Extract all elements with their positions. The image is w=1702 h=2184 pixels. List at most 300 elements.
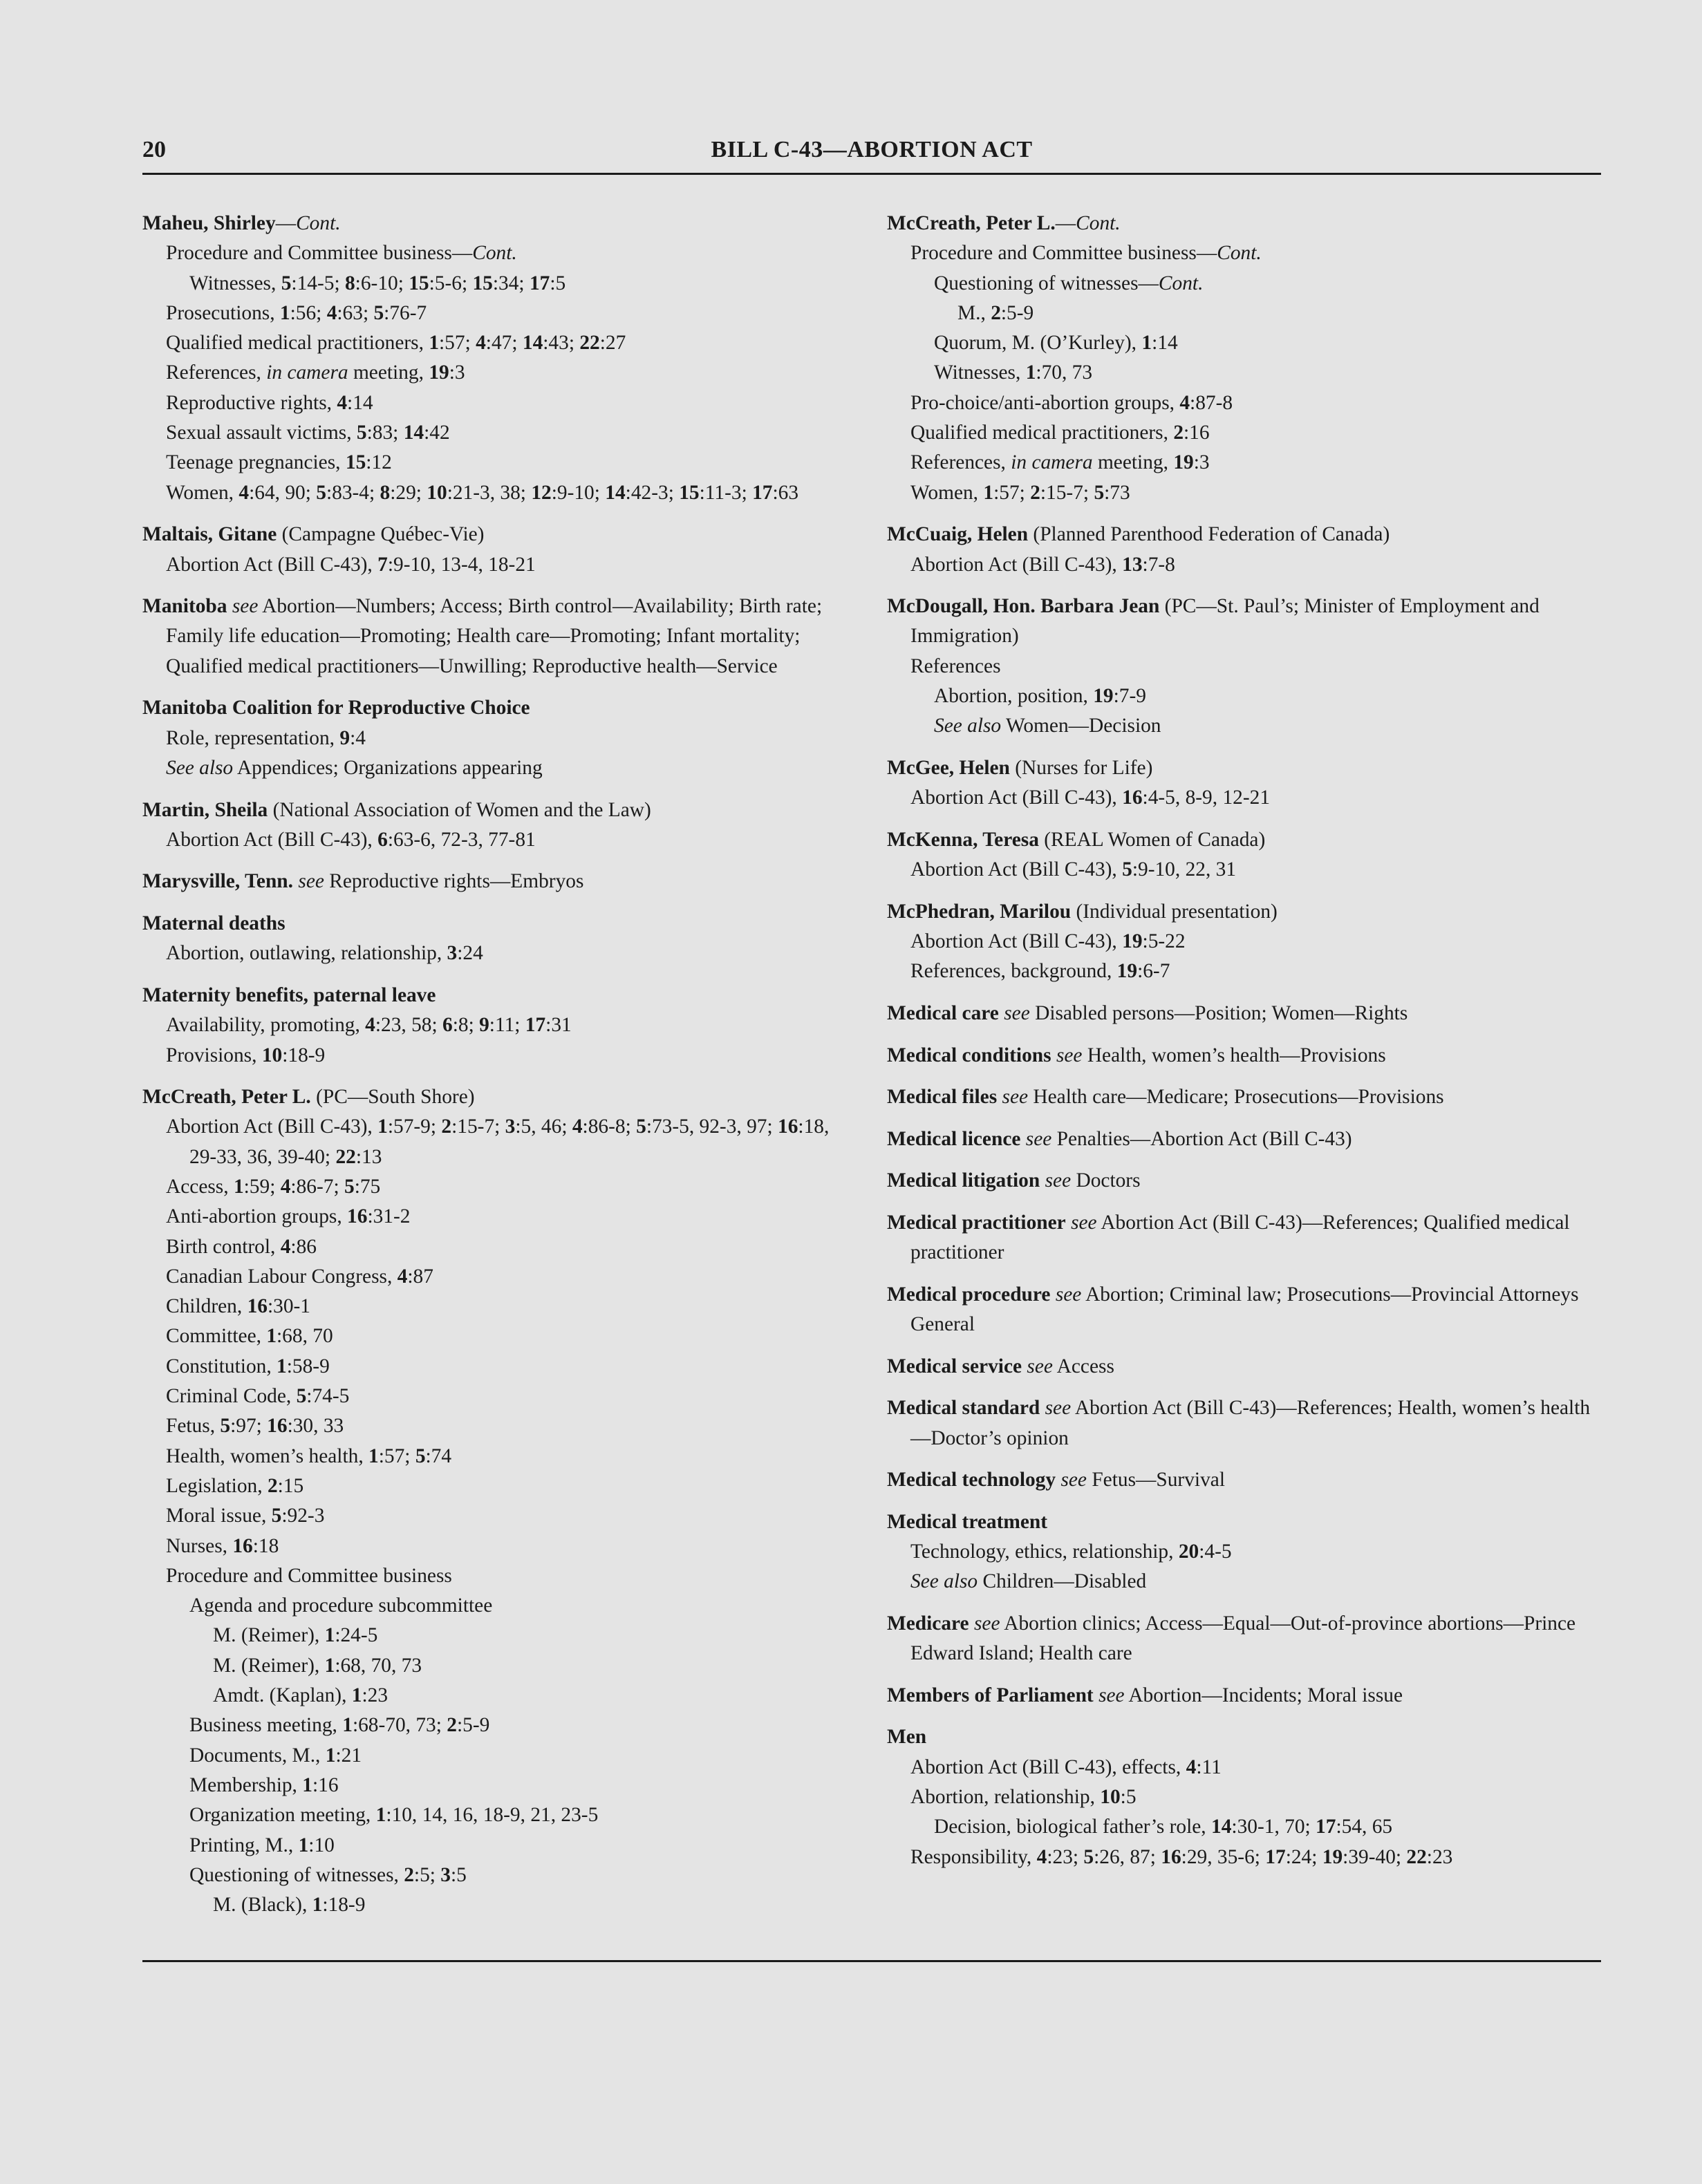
index-text: Marysville, Tenn. xyxy=(142,870,294,893)
index-heading xyxy=(887,1609,1601,1669)
index-subentry xyxy=(142,1321,854,1351)
index-text: Abortion Act (Bill C-43), xyxy=(910,787,1123,809)
index-text: (Campagne Québec-Vie) xyxy=(277,523,485,546)
index-text: :63 xyxy=(772,481,799,504)
index-subentry xyxy=(887,448,1601,478)
index-heading xyxy=(887,897,1601,927)
index-text: :5-9 xyxy=(456,1714,490,1737)
index-text: References, background, xyxy=(910,960,1117,983)
index-subentry xyxy=(142,238,854,268)
index-text: Procedure and Committee business— xyxy=(166,242,473,265)
index-text: Abortion, outlawing, relationship, xyxy=(166,942,447,965)
index-text: Constitution, xyxy=(166,1355,277,1377)
index-text: :5-9 xyxy=(1000,301,1034,324)
index-text: 17 xyxy=(1265,1845,1286,1868)
index-subentry-2 xyxy=(142,1861,854,1890)
index-subentry xyxy=(887,478,1601,508)
index-text: 4 xyxy=(365,1014,375,1037)
index-text: 4 xyxy=(1186,1755,1197,1778)
index-text: 5 xyxy=(316,481,326,504)
index-subentry xyxy=(142,1262,854,1292)
index-text: Organization meeting, xyxy=(189,1804,376,1827)
index-text: :5, 46; xyxy=(515,1115,572,1138)
index-text: Abortion Act (Bill C-43), xyxy=(910,930,1123,953)
index-text: (REAL Women of Canada) xyxy=(1038,828,1266,851)
index-text: :63-6, 72-3, 77-81 xyxy=(387,828,536,851)
index-text: 1 xyxy=(983,481,994,504)
index-text: see xyxy=(1056,1044,1083,1066)
index-text: 17 xyxy=(525,1014,546,1037)
index-subentry-2 xyxy=(142,1800,854,1830)
index-text: Doctors xyxy=(1071,1169,1141,1192)
index-text: Medical files xyxy=(887,1086,998,1109)
index-text: M. (Reimer), xyxy=(213,1624,325,1647)
index-text: Business meeting, xyxy=(189,1714,343,1737)
index-heading xyxy=(142,909,854,939)
index-text: 4 xyxy=(326,301,337,324)
index-text: See also xyxy=(910,1570,978,1593)
index-text: :86-7; xyxy=(290,1175,344,1198)
index-text: 4 xyxy=(572,1115,583,1138)
index-entry xyxy=(142,1082,854,1920)
index-text: :43; xyxy=(543,332,580,355)
index-text: (Individual presentation) xyxy=(1071,900,1278,923)
index-text: Members of Parliament xyxy=(887,1684,1094,1706)
index-subentry-3 xyxy=(887,299,1601,328)
index-text: Nurses, xyxy=(166,1534,233,1557)
index-text: McCuaig, Helen xyxy=(887,523,1029,546)
index-text: Cont. xyxy=(1217,242,1262,265)
index-text: :24-5 xyxy=(335,1624,378,1647)
index-text: :57; xyxy=(378,1444,415,1467)
index-subentry xyxy=(142,448,854,478)
index-heading xyxy=(887,1507,1601,1537)
index-entry xyxy=(887,1280,1601,1340)
index-text: see xyxy=(1027,1355,1053,1377)
index-text: 1 xyxy=(324,1624,335,1647)
index-text: 5 xyxy=(356,422,367,444)
index-text: Documents, M., xyxy=(189,1744,326,1767)
index-text: 16 xyxy=(1122,787,1143,809)
index-text: :14 xyxy=(347,391,373,414)
index-text: — xyxy=(1055,212,1076,234)
index-entry xyxy=(887,1352,1601,1382)
index-text: Anti-abortion groups, xyxy=(166,1205,348,1228)
index-entry xyxy=(887,1166,1601,1196)
index-text: Medical licence xyxy=(887,1127,1021,1150)
index-text: :29, 35-6; xyxy=(1181,1845,1266,1868)
index-subentry-2 xyxy=(142,1711,854,1740)
index-heading xyxy=(142,592,854,681)
index-text: Medical conditions xyxy=(887,1044,1051,1066)
index-text: :68-70, 73; xyxy=(352,1714,447,1737)
index-subentry xyxy=(142,753,854,783)
index-text: 19 xyxy=(1322,1845,1343,1868)
index-text: :86-8; xyxy=(582,1115,637,1138)
index-text xyxy=(1051,1044,1056,1066)
index-entry xyxy=(887,1507,1601,1597)
index-text: Medical practitioner xyxy=(887,1211,1066,1234)
index-text: Legislation, xyxy=(166,1474,268,1497)
index-text: 4 xyxy=(280,1175,291,1198)
index-text: Maternity benefits, paternal leave xyxy=(142,983,436,1006)
index-text: 16 xyxy=(267,1415,288,1438)
index-text: Medical litigation xyxy=(887,1169,1040,1192)
index-text: Cont. xyxy=(296,212,341,234)
index-entry xyxy=(887,1465,1601,1495)
index-text: :74 xyxy=(425,1444,452,1467)
index-text: Abortion; Criminal law; Prosecutions—Provincial Attorneys General xyxy=(910,1283,1579,1336)
index-text: 14 xyxy=(403,422,424,444)
index-text: Abortion Act (Bill C-43), xyxy=(910,858,1123,881)
index-text: :42-3; xyxy=(625,481,680,504)
index-text: 20 xyxy=(1178,1541,1199,1563)
index-text: 5 xyxy=(271,1505,282,1527)
index-heading xyxy=(887,1393,1601,1453)
footer-rule xyxy=(142,1960,1601,1962)
index-text: :73-5, 92-3, 97; xyxy=(646,1115,778,1138)
index-text: 14 xyxy=(1211,1816,1232,1838)
index-text: Procedure and Committee business xyxy=(166,1564,452,1587)
index-subentry xyxy=(887,855,1601,885)
index-text: 3 xyxy=(505,1115,516,1138)
index-text: 12 xyxy=(531,481,552,504)
index-entry xyxy=(142,520,854,580)
index-text: 2 xyxy=(991,301,1001,324)
index-text: see xyxy=(232,595,259,618)
index-heading xyxy=(887,1124,1601,1154)
index-text: 9 xyxy=(479,1014,489,1037)
index-text: 5 xyxy=(636,1115,646,1138)
index-entry xyxy=(887,592,1601,741)
index-text: :74-5 xyxy=(306,1385,350,1408)
index-text: Medical care xyxy=(887,1001,999,1024)
index-text xyxy=(1040,1169,1045,1192)
index-text xyxy=(969,1612,974,1635)
index-text: Health, women’s health—Provisions xyxy=(1082,1044,1386,1066)
index-text: McDougall, Hon. Barbara Jean xyxy=(887,595,1160,618)
index-text: M., xyxy=(957,301,991,324)
index-subentry xyxy=(887,1567,1601,1597)
index-text: 17 xyxy=(1316,1816,1336,1838)
index-text: 13 xyxy=(1122,553,1143,576)
index-text: :23; xyxy=(1047,1845,1084,1868)
index-text: Birth control, xyxy=(166,1235,281,1258)
index-text: :31-2 xyxy=(367,1205,411,1228)
index-text: :24; xyxy=(1285,1845,1322,1868)
index-text: Access, xyxy=(166,1175,234,1198)
index-heading xyxy=(142,693,854,723)
index-text: Printing, M., xyxy=(189,1834,299,1856)
index-text: Medical service xyxy=(887,1355,1022,1377)
index-text: 14 xyxy=(522,332,543,355)
index-text: :3 xyxy=(1193,451,1210,474)
index-text: :87 xyxy=(407,1265,433,1288)
index-text: 5 xyxy=(344,1175,355,1198)
index-heading xyxy=(887,825,1601,855)
index-text: Medical treatment xyxy=(887,1510,1048,1533)
index-text xyxy=(1094,1684,1098,1706)
index-text: :4-5 xyxy=(1199,1541,1232,1563)
index-text: :58-9 xyxy=(286,1355,330,1377)
index-text: 5 xyxy=(1083,1845,1094,1868)
index-text: 6 xyxy=(377,828,388,851)
index-subentry xyxy=(142,1202,854,1232)
index-heading xyxy=(142,867,854,896)
index-text: :63; xyxy=(337,301,374,324)
index-heading xyxy=(887,753,1601,783)
index-text: :57; xyxy=(439,332,476,355)
index-subentry xyxy=(887,652,1601,681)
index-text xyxy=(1050,1283,1055,1306)
index-text: 1 xyxy=(312,1894,323,1917)
index-text: Abortion clinics; Access—Equal—Out-of-province abortions—Prince Edward Island; Health care xyxy=(910,1612,1576,1665)
index-subentry xyxy=(142,939,854,968)
index-subentry-3 xyxy=(142,1681,854,1711)
running-title: BILL C-43—ABORTION ACT xyxy=(711,137,1033,162)
index-column-right xyxy=(887,209,1601,1884)
index-text: :18-9 xyxy=(282,1044,326,1066)
index-text: :27 xyxy=(599,332,626,355)
index-text: Witnesses, xyxy=(189,272,281,294)
index-text: 1 xyxy=(266,1325,277,1348)
index-text: 19 xyxy=(1173,451,1194,474)
index-text: :14-5; xyxy=(291,272,345,294)
index-subentry xyxy=(887,957,1601,986)
index-text: Questioning of witnesses— xyxy=(934,272,1159,294)
index-text: 5 xyxy=(296,1385,307,1408)
index-text: 8 xyxy=(344,272,355,294)
index-heading xyxy=(142,1082,854,1112)
index-text: see xyxy=(1071,1211,1097,1234)
index-text: :16 xyxy=(312,1773,339,1796)
index-text: Appendices; Organizations appearing xyxy=(233,756,543,779)
index-text: 16 xyxy=(778,1115,798,1138)
index-text: Witnesses, xyxy=(934,361,1026,384)
index-text: :5 xyxy=(1120,1786,1137,1808)
index-text: Prosecutions, xyxy=(166,301,280,324)
index-text: 2 xyxy=(404,1863,414,1886)
index-text: Decision, biological father’s role, xyxy=(934,1816,1212,1838)
index-heading xyxy=(887,1681,1601,1711)
index-text: 3 xyxy=(440,1863,451,1886)
index-text: see xyxy=(298,870,324,893)
index-entry xyxy=(887,1208,1601,1268)
index-subentry-3 xyxy=(142,1651,854,1681)
index-entry xyxy=(142,209,854,508)
index-subentry xyxy=(142,1382,854,1411)
index-text: :75 xyxy=(354,1175,381,1198)
index-entry xyxy=(887,753,1601,813)
index-text: References, xyxy=(910,451,1011,474)
index-text: meeting, xyxy=(348,361,429,384)
index-text: 15 xyxy=(409,272,429,294)
index-text: Sexual assault victims, xyxy=(166,422,357,444)
index-text: :57; xyxy=(993,481,1031,504)
index-text: Abortion Act (Bill C-43), xyxy=(166,828,378,851)
index-text: (PC—St. Paul’s; Minister of Employment and Immigration) xyxy=(910,595,1540,648)
index-text: Abortion Act (Bill C-43), xyxy=(166,553,378,576)
index-subentry-2 xyxy=(142,1771,854,1800)
index-text: :86 xyxy=(290,1235,317,1258)
index-text: :6-7 xyxy=(1137,960,1170,983)
index-text: Access xyxy=(1052,1355,1114,1377)
index-text: :9-10; xyxy=(551,481,606,504)
index-text: See also xyxy=(934,715,1002,737)
index-heading xyxy=(887,999,1601,1028)
index-text: Penalties—Abortion Act (Bill C-43) xyxy=(1051,1127,1352,1150)
index-text: :21-3, 38; xyxy=(447,481,532,504)
page-header xyxy=(142,137,1601,171)
index-text: Disabled persons—Position; Women—Rights xyxy=(1029,1001,1408,1024)
index-text: 15 xyxy=(345,451,366,474)
index-subentry xyxy=(142,825,854,855)
index-text: :7-8 xyxy=(1142,553,1175,576)
index-subentry xyxy=(142,1232,854,1262)
index-text: 17 xyxy=(752,481,773,504)
index-text: Moral issue, xyxy=(166,1505,272,1527)
index-text: :5; xyxy=(413,1863,441,1886)
index-subentry-2 xyxy=(887,1812,1601,1842)
index-subentry-2 xyxy=(887,681,1601,711)
index-heading xyxy=(887,1208,1601,1268)
index-text: :59; xyxy=(243,1175,281,1198)
index-text: Abortion—Numbers; Access; Birth control—Availability; Birth rate; Family life education—Promoting; Health care—Promoting; Infant mortality; Qualified medical practitioners—Unwilling; Reproductive health—Service xyxy=(166,595,823,677)
index-entry xyxy=(887,520,1601,580)
index-text: :16 xyxy=(1184,422,1210,444)
index-text: :4 xyxy=(350,726,366,749)
index-heading xyxy=(887,1041,1601,1071)
index-text: 14 xyxy=(605,481,626,504)
index-text: Reproductive rights—Embryos xyxy=(324,870,584,893)
index-subentry-2 xyxy=(887,358,1601,388)
index-text: :68, 70 xyxy=(277,1325,333,1348)
index-text: 2 xyxy=(267,1474,278,1497)
index-text: 16 xyxy=(247,1295,268,1318)
index-text: :4-5, 8-9, 12-21 xyxy=(1142,787,1271,809)
index-text: :83-4; xyxy=(326,481,380,504)
index-text: 10 xyxy=(261,1044,283,1066)
index-heading xyxy=(142,209,854,238)
index-text: Fetus, xyxy=(166,1415,221,1438)
index-subentry-2 xyxy=(142,269,854,299)
index-subentry-3 xyxy=(142,1621,854,1650)
index-heading xyxy=(887,1082,1601,1112)
index-text: see xyxy=(1055,1283,1082,1306)
index-text: Amdt. (Kaplan), xyxy=(213,1684,352,1707)
index-text: McPhedran, Marilou xyxy=(887,900,1072,923)
index-text: 2 xyxy=(1173,422,1184,444)
index-text: :57-9; xyxy=(387,1115,442,1138)
index-text: :42 xyxy=(424,422,450,444)
index-text: :6-10; xyxy=(355,272,409,294)
index-subentry xyxy=(142,550,854,580)
index-entry xyxy=(887,999,1601,1028)
index-text: 22 xyxy=(1406,1845,1427,1868)
index-subentry xyxy=(142,328,854,358)
index-subentry xyxy=(887,1843,1601,1872)
index-text: Qualified medical practitioners, xyxy=(910,422,1174,444)
index-text: Abortion Act (Bill C-43), xyxy=(910,553,1123,576)
index-text: 4 xyxy=(397,1265,408,1288)
index-text: :9-10, 13-4, 18-21 xyxy=(387,553,536,576)
index-text: 5 xyxy=(220,1415,231,1438)
index-entry xyxy=(142,867,854,896)
index-entry xyxy=(142,909,854,969)
index-heading xyxy=(887,1280,1601,1340)
index-text xyxy=(1066,1212,1071,1234)
index-text: 10 xyxy=(1100,1786,1121,1808)
index-text: see xyxy=(1025,1127,1052,1150)
index-subentry xyxy=(887,388,1601,418)
index-text: Abortion Act (Bill C-43), effects, xyxy=(910,1755,1186,1778)
index-text: :31 xyxy=(545,1014,572,1037)
index-text: 2 xyxy=(447,1714,457,1737)
index-text: McGee, Helen xyxy=(887,756,1010,779)
index-text: 1 xyxy=(324,1654,335,1677)
index-text: :97; xyxy=(230,1415,268,1438)
page-number: 20 xyxy=(142,137,166,162)
index-text: Abortion Act (Bill C-43), xyxy=(166,1115,378,1138)
index-text: :5 xyxy=(451,1863,467,1886)
index-text: 1 xyxy=(375,1804,386,1827)
index-text: Medicare xyxy=(887,1612,969,1635)
index-text: :54, 65 xyxy=(1336,1816,1393,1838)
index-text: Maternal deaths xyxy=(142,912,286,935)
index-heading xyxy=(887,1722,1601,1752)
index-subentry xyxy=(142,1442,854,1471)
index-text: Procedure and Committee business— xyxy=(910,242,1217,265)
index-subentry xyxy=(887,783,1601,813)
index-text: See also xyxy=(166,756,234,779)
index-text: :10 xyxy=(308,1834,335,1856)
index-text: Cont. xyxy=(472,242,517,265)
index-text: 4 xyxy=(337,391,348,414)
index-text: (Planned Parenthood Federation of Canada) xyxy=(1028,523,1390,546)
index-text: Women, xyxy=(910,481,984,504)
index-entry xyxy=(142,796,854,856)
index-subentry xyxy=(887,238,1601,268)
index-text: 9 xyxy=(339,726,350,749)
index-text: in camera xyxy=(266,361,348,384)
index-text: :9-10, 22, 31 xyxy=(1132,858,1237,881)
index-text: Cont. xyxy=(1076,212,1121,234)
index-subentry xyxy=(887,1753,1601,1782)
index-text: Health, women’s health, xyxy=(166,1444,369,1467)
index-subentry xyxy=(142,1561,854,1591)
index-text: Abortion, relationship, xyxy=(910,1786,1101,1808)
index-text: 16 xyxy=(232,1534,253,1557)
index-text: Agenda and procedure subcommittee xyxy=(189,1594,493,1617)
index-text: Abortion, position, xyxy=(934,685,1094,708)
index-subentry-2 xyxy=(142,1831,854,1861)
index-subentry-2 xyxy=(887,328,1601,358)
index-text: 1 xyxy=(1141,332,1152,355)
index-text: Manitoba Coalition for Reproductive Choice xyxy=(142,697,530,719)
index-text: 22 xyxy=(579,332,600,355)
index-heading xyxy=(142,520,854,549)
index-text: Fetus—Survival xyxy=(1086,1469,1225,1491)
index-entry xyxy=(142,693,854,783)
index-text: :13 xyxy=(355,1145,382,1168)
index-text: :8; xyxy=(452,1014,480,1037)
index-subentry-2 xyxy=(887,711,1601,741)
index-entry xyxy=(887,897,1601,987)
index-text: 19 xyxy=(1093,685,1114,708)
index-text xyxy=(227,595,232,617)
index-text: :5-22 xyxy=(1142,930,1186,953)
index-text: Women—Decision xyxy=(1001,715,1161,737)
